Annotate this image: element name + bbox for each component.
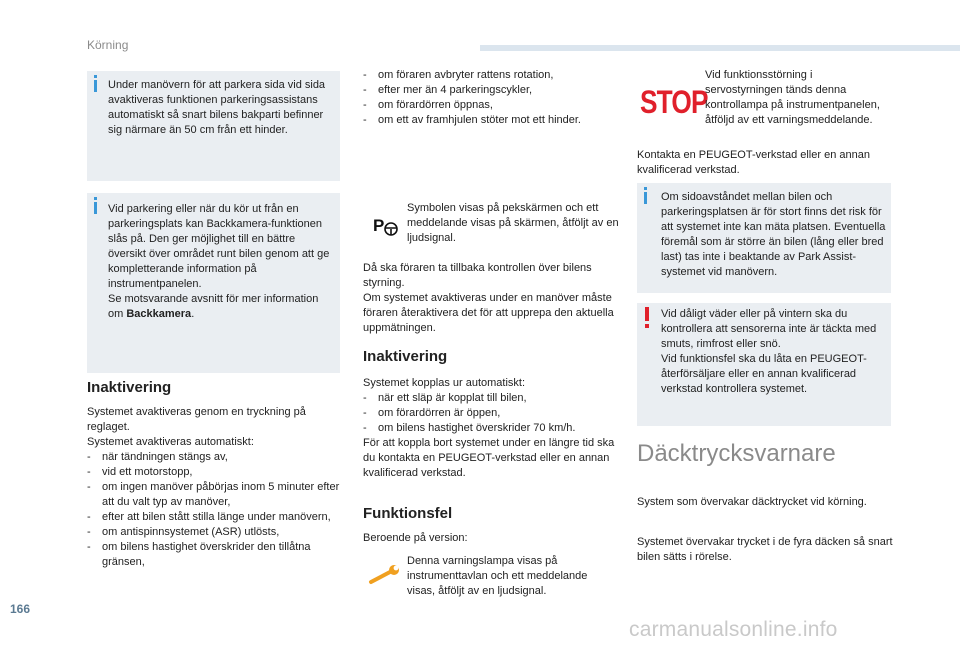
wrench-icon <box>368 564 402 586</box>
paragraph: Systemet kopplas ur automatiskt: <box>363 377 526 389</box>
stop-description: Vid funktionsstörning i servostyrningen tänds denna kontrollampa på instrumentpanelen, åtföljd av ett varningsmeddelande. <box>705 69 880 126</box>
heading-inaktivering: Inaktivering <box>87 379 172 396</box>
list-item: - när tändningen stängs av, <box>87 450 342 465</box>
col2-inaktivering-body <box>363 376 621 481</box>
version-text: Beroende på version: <box>363 532 468 544</box>
auto-disconnect-list <box>363 391 621 436</box>
info-box-distance <box>637 183 891 293</box>
header-bar <box>480 45 960 51</box>
list-item: - om föraren avbryter rattens rotation, <box>363 68 623 83</box>
info-text: Under manövern för att parkera sida vid sida avaktiveras funktionen parkeringsassistans automatiskt så snart bilens bakparti befinner sig närmare än 50 cm från ett hinder. <box>108 79 326 136</box>
list-item: - när ett släp är kopplat till bilen, <box>363 391 621 406</box>
info-box-parking <box>87 71 340 181</box>
tire-para-1: System som övervakar däcktrycket vid körning. <box>637 496 867 508</box>
deactivation-list <box>87 450 342 570</box>
tire-para-2: Systemet övervakar trycket i de fyra däcken så snart bilen sätts i rörelse. <box>637 536 893 563</box>
list-item: - om ingen manöver påbörjas inom 5 minuter efter att du valt typ av manöver, <box>87 480 342 510</box>
info-text <box>108 202 332 322</box>
watermark: carmanualsonline.info <box>629 618 838 641</box>
paragraph: Systemet avaktiveras automatiskt: <box>87 436 254 448</box>
warning-text <box>661 307 887 397</box>
list-item: - om bilens hastighet överskrider den tillåtna gränsen, <box>87 540 342 570</box>
warning-line: Vid dåligt väder eller på vintern ska du kontrollera att sensorerna inte är täckta med smuts, rimfrost eller snö. <box>661 308 877 350</box>
paragraph: Systemet avaktiveras genom en tryckning på reglaget. <box>87 406 306 433</box>
list-item: - om antispinnsystemet (ASR) utlösts, <box>87 525 342 540</box>
paragraph: För att koppla bort systemet under en längre tid ska du kontakta en PEUGEOT-verkstad eller en annan kvalificerad verkstad. <box>363 437 615 479</box>
heading-dacktrycksvarnare: Däcktrycksvarnare <box>637 440 836 467</box>
warning-box-sensors <box>637 303 891 426</box>
abort-list <box>363 68 623 128</box>
page-number: 166 <box>10 602 31 616</box>
info-box-camera <box>87 193 340 373</box>
svg-text:P: P <box>373 216 385 235</box>
info-line-text: Se motsvarande avsnitt för mer information om <box>108 293 319 320</box>
col1-body <box>87 405 342 570</box>
list-item: - efter mer än 4 parkeringscykler, <box>363 83 623 98</box>
paragraph: Då ska föraren ta tillbaka kontrollen över bilens styrning. <box>363 262 592 289</box>
stop-warning-icon: STOP <box>640 84 708 120</box>
list-item: - om bilens hastighet överskrider 70 km/h. <box>363 421 621 436</box>
period: . <box>191 308 195 320</box>
symbol-description: Symbolen visas på pekskärmen och ett meddelande visas på skärmen, åtföljt av en ljudsignal. <box>407 202 619 244</box>
heading-funktionsfel: Funktionsfel <box>363 505 453 522</box>
info-icon <box>94 80 97 92</box>
list-item: - om förardörren öppnas, <box>363 98 623 113</box>
paragraph: Om systemet avaktiveras under en manöver måste föraren återaktivera det för att upprepa den aktuella uppmätningen. <box>363 292 614 334</box>
info-line <box>108 292 332 322</box>
heading-inaktivering-2: Inaktivering <box>363 348 448 365</box>
col2-paragraphs <box>363 261 619 336</box>
list-item: - om förardörren är öppen, <box>363 406 621 421</box>
warning-line: Vid funktionsfel ska du låta en PEUGEOT-återförsäljare eller en annan kvalificerad verkstad kontrollera systemet. <box>661 353 867 395</box>
info-line: Vid parkering eller när du kör ut från en parkeringsplats kan Backkamera-funktionen slås på. Den ger möjlighet till en bättre översikt över området runt bilen genom att ge kompletterande information på instrumentpanelen. <box>108 203 330 290</box>
camera-link-text: Backkamera <box>126 308 192 320</box>
info-icon <box>644 192 647 204</box>
info-icon <box>94 202 97 214</box>
wrench-description: Denna varningslampa visas på instrumenttavlan och ett meddelande visas, åtföljt av en ljudsignal. <box>407 555 588 597</box>
info-text: Om sidoavståndet mellan bilen och parkeringsplatsen är för stort finns det risk för att systemet inte kan mäta platsen. Eventuella föremål som är större än bilen (lång eller bred last) tas inte i beaktande av Park Assist-systemet vid manövern. <box>661 191 886 278</box>
section-title: Körning <box>87 38 129 52</box>
warning-icon <box>645 307 649 321</box>
list-item: - om ett av framhjulen stöter mot ett hinder. <box>363 113 623 128</box>
park-assist-icon <box>372 215 400 237</box>
contact-text: Kontakta en PEUGEOT-verkstad eller en annan kvalificerad verkstad. <box>637 149 870 176</box>
list-item: - vid ett motorstopp, <box>87 465 342 480</box>
list-item: - efter att bilen stått stilla länge under manövern, <box>87 510 342 525</box>
